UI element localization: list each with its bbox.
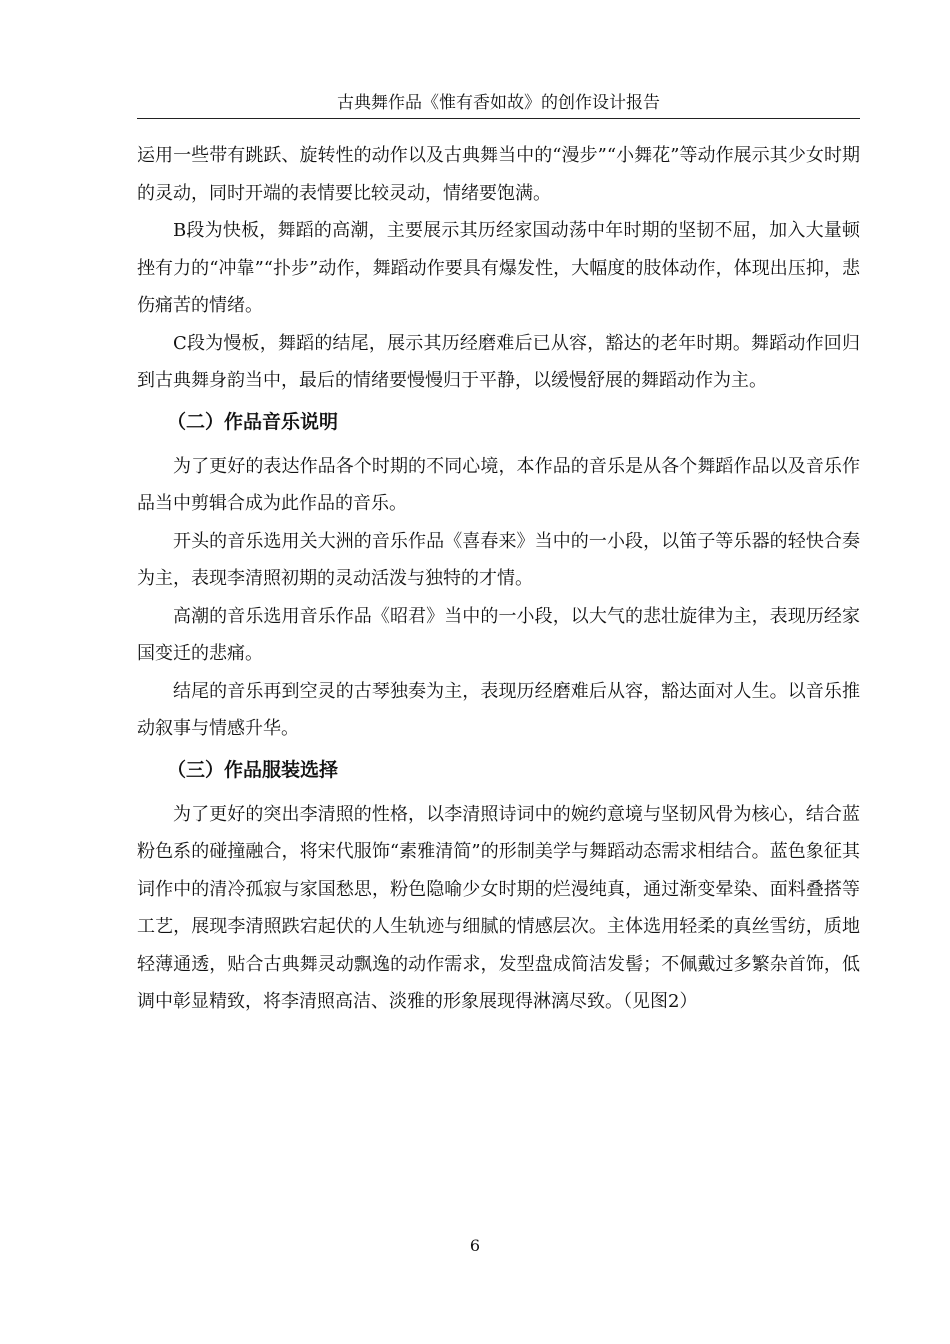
section-heading-costume: （三）作品服装选择: [167, 758, 339, 781]
paragraph-music-climax: 高潮的音乐选用音乐作品《昭君》当中的一小段，以大气的悲壮旋律为主，表现历经家国变迁的悲痛。: [137, 605, 860, 664]
page-body: [137, 137, 860, 1021]
paragraph-music-opening: 开头的音乐选用关大洲的音乐作品《喜春来》当中的一小段，以笛子等乐器的轻快合奏为主，表现李清照初期的灵动活泼与独特的才情。: [137, 530, 860, 589]
paragraph-continuation: 运用一些带有跳跃、旋转性的动作以及古典舞当中的“漫步”“小舞花”等动作展示其少女时期的灵动，同时开端的表情要比较灵动，情绪要饱满。: [137, 145, 860, 204]
paragraph-music-ending: 结尾的音乐再到空灵的古琴独奏为主，表现历经磨难后从容，豁达面对人生。以音乐推动叙事与情感升华。: [137, 680, 860, 739]
paragraph-section-c: C段为慢板，舞蹈的结尾，展示其历经磨难后已从容，豁达的老年时期。舞蹈动作回归到古典舞身韵当中，最后的情绪要慢慢归于平静，以缓慢舒展的舞蹈动作为主。: [137, 332, 860, 391]
header-title: 古典舞作品《惟有香如故》的创作设计报告: [337, 93, 660, 113]
paragraph-costume: 为了更好的突出李清照的性格，以李清照诗词中的婉约意境与坚韧风骨为核心，结合蓝粉色系的碰撞融合，将宋代服饰“素雅清简”的形制美学与舞蹈动态需求相结合。蓝色象征其词作中的清冷孤寂与家国愁思，粉色隐喻少女时期的烂漫纯真，通过渐变晕染、面料叠搭等工艺，展现李清照跌宕起伏的人生轨迹与细腻的情感层次。主体选用轻柔的真丝雪纺，质地轻薄通透，贴合古典舞灵动飘逸的动作需求，发型盘成简洁发髻；不佩戴过多繁杂首饰，低调中彰显精致，将李清照高洁、淡雅的形象展现得淋漓尽致。（见图2）: [137, 803, 860, 1012]
page-number: 6: [469, 1236, 481, 1255]
page-header: [137, 92, 860, 119]
paragraph-music-intro: 为了更好的表达作品各个时期的不同心境，本作品的音乐是从各个舞蹈作品以及音乐作品当中剪辑合成为此作品的音乐。: [137, 455, 860, 514]
paragraph-section-b: B段为快板，舞蹈的高潮，主要展示其历经家国动荡中年时期的坚韧不屈，加入大量顿挫有力的“冲靠”“扑步”动作，舞蹈动作要具有爆发性，大幅度的肢体动作，体现出压抑，悲伤痛苦的情绪。: [137, 220, 860, 316]
section-heading-music: （二）作品音乐说明: [167, 410, 339, 433]
